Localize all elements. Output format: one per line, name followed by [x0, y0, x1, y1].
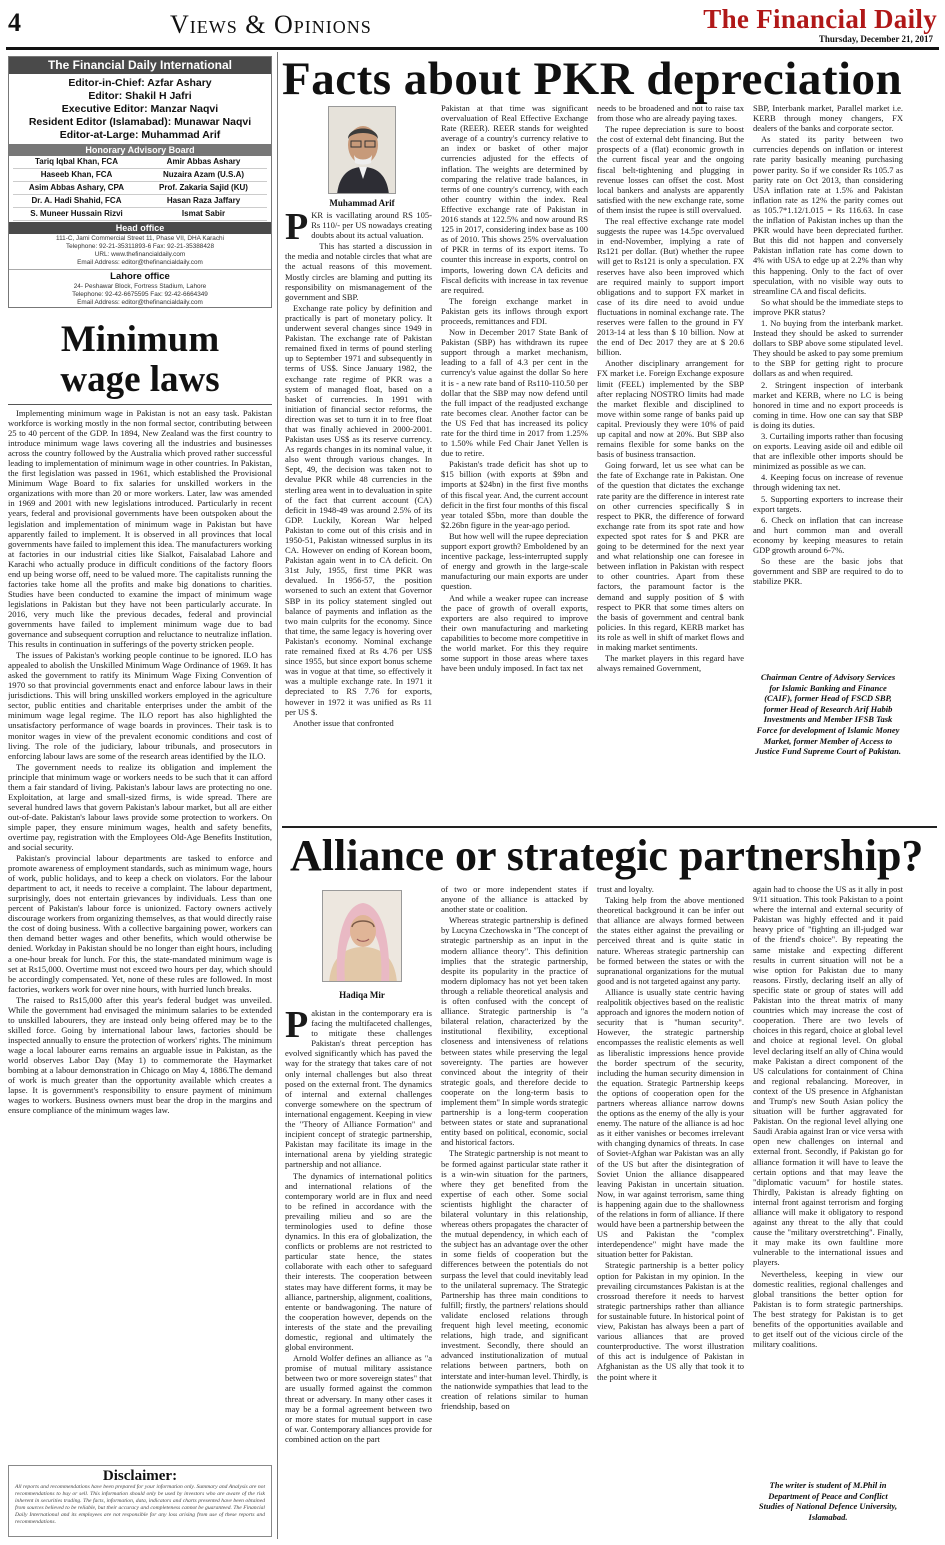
masthead-box — [8, 56, 272, 308]
man-portrait-icon — [329, 107, 396, 194]
section-title: Views & Opinions — [170, 10, 372, 39]
header-rule — [6, 47, 939, 50]
article2-column4 — [753, 884, 903, 1469]
paragraph: The raised to Rs15,000 after this year's federal budget was unveiled. While the government had envisaged the minimum salaries to be extended to unskilled labourers, they are instead only being offered may be to the skilled force. Going by international labour laws, factories should be inspected annually to ensure the protection of workers' rights. The minimum wage a local labourer earns remains an arguable issue in Pakistan, as the world observes Labor Day (May 1) to commemorate the Haymarket bombing at a labour demonstration in Chicago on May 4, 1886.The demand of work is much greater than the opportunity available which creates a lapse. It is government's responsibility to ensure payment of minimum wages to workers. Business owners must bear the drop in the margins and ensure compliance of the minimum wages law. — [8, 994, 272, 1116]
paragraph: Now in December 2017 State Bank of Pakistan (SBP) has withdrawn its rupee support through a market mechanism, leading to a fall of 4.3 per cent in the currency's value against the dollar So here it is - a new rate band of Rs110-110.50 per dollar that the SBP may now defend until the full impact of the readjusted exchange rate becomes clear. Another factor can be the US Fed that has increased its policy rate for the third time in 2017 from 1.25% to 1.50% while Fed Chair Janet Yellen is due to retire. — [441, 327, 588, 459]
article2-headline: Alliance or strategic partnership? — [290, 831, 924, 880]
paragraph: Another issue that confronted — [293, 717, 394, 728]
advisory-board-title: Honorary Advisory Board — [9, 144, 271, 156]
paragraph: 5. Supporting exporters to increase their export targets. — [753, 493, 903, 514]
author-photo — [322, 890, 402, 982]
paragraph: But how well will the rupee depreciation support export growth? Emboldened by an incentive package, less-interrupted supply of energy and growth in the large-scale manufacturing our main exports are under question. — [441, 530, 588, 592]
article1-column4 — [753, 103, 903, 653]
lahore-office-title: Lahore office — [9, 269, 271, 283]
board-member: Tariq Iqbal Khan, FCA — [13, 156, 140, 169]
lahore-office-address: 24- Peshawar Block, Fortress Stadium, Lahore — [73, 283, 207, 290]
paragraph: Another disciplinary arrangement for FX market i.e. Foreign Exchange exposure limit (FEEL) implemented by the SBP after replacing NOSTRO limits had made the market flexible and disciplined to move within some range of banks paid up capital. Previously they were 10% of paid up capital and now at 20%. But SBP also remains flexible for some banks on the basis of business transaction. — [597, 358, 744, 460]
paragraph: KR is vacillating around RS 105-Rs 110/- per US nowadays creating doubts about its actual valuation. — [311, 210, 432, 241]
author-bio: Chairman Centre of Advisory Services for Islamic Banking and Finance (CAIF), former Head of FSCD SBP, former Head of Research Arif Habib Investments and Member IFSB Task Force for development of Islamic Money Market, former Member of Access to Justice Fund Supreme Court of Pakistan. — [755, 672, 901, 757]
editorial-body — [8, 408, 272, 1460]
page-number: 4 — [8, 8, 21, 37]
paragraph: The government needs to realize its obligation and implement the principle that minimum wage or workers needs to be such that it can afford them a fair standard of living. Pakistan's labour laws are protecting no one. Exploitation, at large and small-sized firms, is wide spread. There are several hundred laws that govern Pakistan's labour market, but all are either out-of-date. Pakistan's labour laws provide some protection to workers. On simple paper, they ensure minimum wages, health and safety benefits, overtime pay, registration with the Employees Old-Age Benefits Institution, and social security. — [8, 761, 272, 853]
paragraph: 1. No buying from the interbank market. Instead they should be asked to surrender dollars to SBP above some stipulated level. They should be asked to pay some premium to the SBP for getting right to procure dollars as and when required. — [753, 317, 903, 379]
disclaimer-title: Disclaimer: — [102, 1468, 178, 1484]
board-member: Dr. A. Hadi Shahid, FCA — [13, 195, 140, 208]
paragraph: of two or more independent states if anyone of the alliance is attacked by another state or coalition. — [441, 884, 588, 915]
board-member: Nuzaira Azam (U.S.A) — [140, 169, 267, 182]
paragraph: Pakistan's trade deficit has shot up to $15 billion (with exports at $9bn and imports at $24bn) in the first five months of this fiscal year. And, the current account deficit in the first four months of this fiscal year totaled $5bn, more than double the $2.26bn figure in the year-ago period. — [441, 459, 588, 530]
paragraph: This has started a discussion in the media and notable circles that what are the actual reasons of this movement. Mostly circles are blaming and putting its responsibility on mismanagement of the government and SBP. — [285, 241, 432, 302]
editorial-rule — [8, 404, 272, 405]
paragraph: 6. Check on inflation that can increase and hurt common man and overall economy by keeping measures to retain GDP growth around 6-7%. — [753, 514, 903, 556]
board-member: Hasan Raza Jaffary — [140, 195, 267, 208]
paragraph: Strategic partnership is a better policy option for Pakistan in my opinion. In the prevailing circumstances Pakistan is at the crossroad therefore it needs to harvest strategic partnerships rather than alliance for sustainable future. In historical point of view, Pakistan has always been a part of various alliances that are proved counterproductive. The worst illustration of this act is indulgence of Pakistan in Afghanistan as the US ally that took it to the point where it — [597, 1260, 744, 1382]
column-divider — [277, 52, 278, 1539]
author-name: Muhammad Arif — [329, 198, 395, 208]
editorial-headline — [8, 320, 272, 400]
paragraph: Whereas strategic partnership is defined by Lucyna Czechowska in "The concept of strategic partnership as an input in the modern alliance theory". This definition implies that the strategic partnership, despite its popularity in the practice of modern diplomacy has not yet been taken through a reliable theoretical analysis and is often confused with the concept of alliance. Strategic partnership is "a bilateral relation, characterized by the institutional flexibility, exceptional closeness and intensiveness of relations between states while preserving the legal sovereignty. The parties are however convinced about the integrity of their strategic goals, and therefore decide to cooperate on the long-term basis to implement them" In simple words strategic partnership is a long-term cooperation between states or state and supranational entity based on political, economic, social and historical factors. — [441, 915, 588, 1148]
paragraph: The real effective exchange rate model suggests the rupee was 14.5pc overvalued in end-November, implying a rate of Rs121 per dollar. (But) whether the rupee will get to Rs121 is only a speculation. FX reserves have also been improved which are required mainly to support import obligations and to support FX market in case of its dire need to avoid undue fluctuations in nominal exchange rate. The reserves were fallen to the ground in FY 2013-14 at less than $ 10 billion. Now at the end of Dec 2017 they are at $ 20.6 billion. — [597, 216, 744, 358]
paragraph: The dynamics of international politics and international relations of the contemporary world are in flux and need to be refined in accordance with the prevailing milieu and so are the terminologies used to define those dynamics. In this era of globalization, the conflicts or problems are not restricted to particular state hence, the states collaborate with each other to safeguard their interests. The cooperation between states may have different forms, it may be alliance, partnership, alignment, coalitions, entente or bandwagoning. The nature of the cooperation however, depends on the interests of the state and the prevailing domestic, regional and ultimately the global environment. — [285, 1170, 432, 1353]
paragraph: 3. Curtailing imports rather than focusing on exports. Leaving aside oil and edible oil that are inflexible other imports should be minimized as possible as we can. — [753, 431, 903, 472]
article2-column2 — [441, 884, 588, 1538]
author-photo — [328, 106, 396, 194]
paragraph: The rupee depreciation is sure to boost the cost of external debt financing. But the prospects of a (flat) economic growth in the current fiscal year and the ongoing fiscal belt-tightening and plugging in revenue losses can offset the cost. Most local bankers and analysts are apparently satisfied with the new exchange rate, some of them insist the rupee is still overvalued. — [597, 124, 744, 215]
executive-editor: Executive Editor: Manzar Naqvi — [61, 103, 219, 115]
paragraph: 4. Keeping focus on increase of revenue through widening tax net. — [753, 472, 903, 493]
paragraph: Implementing minimum wage in Pakistan is not an easy task. Pakistan workforce is working mostly in the non formal sector, contributing between 25 to 40 percent of the GDP. In 1894, New Zealand was the first country to introduce minimum wage laws covering all the industries and businesses across the country followed by the Australia which proved rather successful leading to implementation of minimum wage in other countries. In Pakistan, the first legislation was passed in 1961, which established the Provisional Minimum Wage Board to fix salaries for unskilled workers in the organizations with more than 20 or more workers. Later, law was amended in 1969 and 2001 with new legislations introduced. Particularly in recent years, federal and provisional governments have been outspoken about the legislation and implementation of minimum wage in Pakistan but have apparently failed to implement. It is observed in all provinces that local governments have failed to implement this idea. The manufacturers working at factories in our industrial cities like Sialkot, Faisalabad Lahore and Karachi who actually produce in difficult conditions of the factory floors end up being worse off, need to be valued more. The capitalists running the factories take home all the profits and make big donations to charities. Studies have been conducted to examine the impact of minimum wage legislations in Pakistan but they have not been particularly accurate. In 2016, very much like the previous decades, federal and provincial governments have failed to implement minimum wage due to bad governance and subsequent corruption and reluctance to neutralize inflation. This results in continuation in sufferings of the poverty stricken people. — [8, 408, 272, 650]
head-office-address: 111-C, Jami Commercial Street 11, Phase VII, DHA Karachi — [56, 235, 224, 242]
editorial-headline-line2: wage laws — [60, 359, 220, 400]
editorial-headline-line1: Minimum — [60, 319, 220, 360]
article1-column3 — [597, 103, 744, 823]
board-member: Haseeb Khan, FCA — [13, 169, 140, 182]
paragraph: SBP, Interbank market, Parallel market i.e. KERB through money changers, FX dealers of the banks and corporate sector. — [753, 103, 903, 134]
editor-in-chief: Editor-in-Chief: Azfar Ashary — [68, 77, 212, 89]
paragraph: Pakistan's provincial labour departments are tasked to enforce and promote awareness of employment standards, such as minimum wage, hours of work, public holidays, and to keep a check on violators. For the labour department to act, it needs to receive a complaint. The labour department, surprisingly, does not entertain grievances by individuals. Less than one percent of Pakistan's labour force is unionized. Factory owners actively discourage workers from organizing themselves, as that would directly raise the cost of doing business. With a collective bargaining power, workers can then demand better wages and other benefits, which would otherwise be denied. Workday in Pakistan should be no longer than eight hours, including a one-hour break for lunch. For this, the state-mandated minimum wage is set at Rs15,000. Overtime must not exceed two hours per day, which should be accordingly compensated. Yet, none of these rules are followed. In most factories, workers work for over nine hours, with hurried lunch breaks. — [8, 853, 272, 994]
paragraph: The foreign exchange market in Pakistan gets its inflows through export proceeds, remittances and FDI. — [441, 295, 588, 326]
article2-column3 — [597, 884, 744, 1538]
paragraph: needs to be broadened and not to raise tax from those who are already paying taxes. — [597, 103, 744, 124]
article1-column1 — [285, 210, 432, 822]
paragraph: Going forward, let us see what can be the fate of Exchange rate in Pakistan. One of the question that dictates the exchange rate parity are the difference in interest rate on other currencies specifically $ in respect to PKR, the difference of forward exchange rate from its spot rate and how expected spot rates for $ and PKR are going to be determined for the next year and what relationship one can foresee in between inflation in Pakistan with respect to other countries. Apart from these factors, the paramount factor is the demand and supply position of $ with respect to PKR that some times alters on the basis of government and central bank policies. In this regard, KERB market has its role as well in shift of market flows and in making market sentiments. — [597, 460, 744, 652]
author-bio: The writer is student of M.Phil in Department of Peace and Conflict Studies of National Defence University, Islamabad. — [758, 1480, 898, 1522]
paragraph: again had to choose the US as it ally in post 9/11 situation. This took Pakistan to a point where the internal and external security of Pakistan was highly effected and it paid heavy price of "fighting an ill-judged war of the friend's choice". By repeating the same mistake and expecting different results in current situation will not be a wise option for Pakistan due to many reasons. Firstly, declaring itself an ally of specific state or group of states will add Pakistan into the threat matrix of many countries which may increase the cost of cooperation. There are two levels of choices in this regard, choice at global level and choice at regional level. On global level declaring itself an ally of China would make Pakistan a direct component of the US calculations for containment of China and regional rebalancing. Moreover, in context of the US presence in Afghanistan and Trump's new South Asian policy the situation will be further aggravated for Pakistan. On the regional level allying one Saudi Arabia against Iran or vice versa with open new challenges on internal and external front. Secondly, if Pakistan go for alliance formation it will have to leave the certain options and that may leave the "diplomatic vacuum" for hostile states. Thirdly, Pakistan is already fighting on internal front against terrorism and forging alliance will make it obligatory to respond against any threat to the ally that could cause the "military overstretching". Finally, it may make its own faultline more vulnerable to the international issues and players. — [753, 884, 903, 1268]
advisory-board-list — [9, 156, 271, 221]
paragraph: The issues of Pakistan's working people continue to be ignored. ILO has appealed to abolish the Unskilled Minimum Wage Ordinance of 1969. It has asked the government to ratify its Minimum Wage Fixing Convention of 1970 so that provincial governments enact and enforce labour laws in their jurisdictions. This will bring unskilled workers employed in the agriculture sector, public entities and charitable enterprises under the ambit of the minimum wage legal regime. The ILO report has also highlighted the unsatisfactory performance of wage boards in provinces. Their task is to monitor wages in view of the prevalent economic conditions and cost of living. The role of the judiciary, labour tribunals, and prosecutors in enforcing labour laws are some of the research areas identified by the ILO. — [8, 650, 272, 761]
paragraph: 2. Stringent inspection of interbank market and KERB, where no LC is being honored in time and no export proceeds is coming in time. How one can say that SBP is doing its duties. — [753, 379, 903, 430]
editor: Editor: Shakil H Jafri — [88, 90, 192, 102]
paragraph: Nevertheless, keeping in view our domestic realities, regional challenges and global transitions the better option for Pakistan is to form strategic partnerships. The best strategy for Pakistan is to get benefits of the opportunities available and to get itself out of the vicious circle of the military coalitions. — [753, 1268, 903, 1350]
paragraph: The market players in this regard have always remained Government, — [597, 653, 744, 674]
paragraph: Alliance is usually state centric having realpolitik objectives based on the realistic approach and ignores the modern notion of security that is "human security". However, the strategic partnership encompasses the realistic elements as well as liberalistic impressions hence provide the border spectrum of the security, including the human security dimension in the equation. Strategic Partnership keeps the options of cooperation open for the partners whereas alliance narrow downs the options as the enemy of the ally is your enemy. The nature of the alliance is ad hoc as it either vanishes or becomes irrelevant with changing dynamics of threats. In case of Soviet-Afghan war Pakistan was an ally of the US but after the disintegration of Soviet Union the alliance disappeared leaving Pakistan in uncertain situation. Now, in war against terrorism, same thing is happening again due to the shallowness of the relations in form of alliance. If there would have been a partnership between the US and Pakistan the "complex interdependence" might have made the situation better for Pakistan. — [597, 986, 744, 1260]
paragraph: So what should be the immediate steps to improve PKR status? — [753, 296, 903, 317]
article-separator — [282, 826, 937, 828]
head-office-phone: Telephone: 92-21-35311893-6 Fax: 92-21-35388428 — [65, 243, 215, 250]
paragraph: akistan in the contemporary era is facing the multifaceted challenges, to mitigate these challenges Pakistan's threat perception has evolved significantly which has paved the way for the strategy that takes care of not only internal challenges but also threat posed on the external front. The dynamics of internal and external challenges converge somewhere on the spectrum of international engagement. Keeping in view the "Theory of Alliance Formation" and incipient concept of strategic partnership, Pakistan may facilitate its image in the international arena by yielding strategic partnership and not alliance. — [285, 1008, 432, 1170]
issue-date: Thursday, December 21, 2017 — [818, 34, 933, 44]
board-member: Asim Abbas Ashary, CPA — [13, 182, 140, 195]
masthead-title: The Financial Daily International — [9, 57, 271, 74]
paragraph: So these are the basic jobs that government and SBP are required to do to stabilize PKR. — [753, 556, 903, 587]
article2-column1 — [285, 1008, 432, 1538]
editor-at-large: Editor-at-Large: Muhammad Arif — [59, 129, 221, 141]
paragraph: As stated its parity between two currencies depends on inflation or interest rate parity basically meaning purchasing power parity. So if we consider Rs 105.7 as parity rate on Oct 2013, than considering USA inflation rate at 1.5% and Pakistan inflation rate as 12% the parity comes out as 105.7*1.12/1.015 = Rs 116.63. In case the inflation of Pakistan inches up than the PKR would have been depreciated further. But this did not happen and conversely Pakistan inflation rate has come down to 4% with USA to edge up at 2.2% than why this happening. Only to the fact of over speculation, with no visible way outs to streamline CA and fiscal deficits. — [753, 134, 903, 296]
head-office-email: Email Address: editor@thefinancialdaily.com — [77, 259, 203, 266]
resident-editor: Resident Editor (Islamabad): Munawar Naqvi — [28, 116, 252, 128]
paragraph: The Strategic partnership is not meant to be formed against particular state rather it is a win-win situation for the partners, where they get benefited from the expertise of each other. Some social scientists highlight the character of bilateral voluntary in this relationship, whereas others propagates the character of the mutual dependency, in which each of the subject has an advantage over the other in some fields of cooperation but the differences between the potentials do not surpass the level that could inevitably lead to the unilateral supremacy. The Strategic Partnership has three main conditions to fulfill; firstly, the partners' relations should validate enclosed relations through frequent high level meeting, economic relations, high trade, and significant investment. Secondly, there should an advanced institutionalization of mutual relations between partners, both on interstate and inter-human level. Thirdly, is the nationwide sympathies that lead to the creation of relations similar to human friendship, based on — [441, 1148, 588, 1411]
board-member: S. Muneer Hussain Rizvi — [13, 208, 140, 221]
head-office-url: URL: www.thefinancialdaily.com — [94, 251, 186, 258]
board-member: Ismat Sabir — [140, 208, 267, 221]
board-member: Amir Abbas Ashary — [140, 156, 267, 169]
paragraph: Taking help from the above mentioned theoretical background it can be infer out that alliance are always formed between the states either against the prevailing or perceived threat and is quite static in nature. Whereas strategic partnership can be formed between the states or with the supranational organizations for the mutual good and is not targeted against any party. — [597, 895, 744, 986]
board-member: Prof. Zakaria Sajid (KU) — [140, 182, 267, 195]
lahore-office-phone: Telephone: 92-42-6675595 Fax: 92-42-6664349 — [72, 291, 208, 298]
paragraph: And while a weaker rupee can increase the pace of growth of overall exports, exporters are also required to improve their own manufacturing and marketing capabilities to become more competitive in the world market. For this they require some support in those areas where taxes have been unduly imposed. In fact tax net — [441, 592, 588, 674]
dropcap: P — [285, 210, 309, 248]
dropcap: P — [285, 1008, 309, 1046]
woman-portrait-icon — [323, 891, 402, 982]
lahore-office-email: Email Address: editor@thefinancialdaily.com — [77, 299, 203, 306]
disclaimer-text: All reports and recommendations have been prepared for your information only. Summary and Analysis are not recommendations to buy or sell. This information should only be used by investors who are aware of the risk inherent in securities trading. The facts, information, data, indicators and charts presented have been obtained from sources believed to be reliable, but their accuracy and completeness cannot be guaranteed. The Financial Daily International and its employees are not responsible for any loss arising from use of these reports and recommendations. — [15, 1484, 265, 1525]
paragraph: Arnold Wolfer defines an alliance as "a promise of mutual military assistance between two or more sovereign states" that are usually formed against the common threat or adversary. In many other cases it may be a formal agreement between two or more states for mutual support in case of war. Contemporary alliances provide for combined action on the part — [285, 1353, 432, 1444]
article1-headline: Facts about PKR depreciation — [282, 53, 903, 105]
paragraph: Exchange rate policy by definition and practically is part of monetary policy. It underwent several changes since 1949 in Pakistan. The exchange rate of Pakistan remained fixed in terms of pound sterling up to September 1971 and subsequently in terms of US$. Since January 1982, the exchange rate regime of PKR was a system of managed float, based on a basket of currencies. In 1991 with initiation of financial sector reforms, the direction was set to turn it in to free float that was finally achieved in 2000-2001. Pakistan uses US$ as its reserve currency. As regards changes in its nominal value, it also went through various changes. In Sept, 49, the decision was taken not to devalue PKR while 48 currencies in the sterling area went in to devaluation in spite of the fact that current account (CA) deficit in 1948-49 was around 2.5% of its GDP. Luckily, Korean War helped Pakistan to come out of this crisis and in 1950-51, Pakistan witnessed surplus in its CA. However on ending of Korean boom, Pakistan again went in to CA deficit. On 31st July, 1955, first time PKR was devalued. In 1956-57, the position worsened to such an extent that Governor SBP in its policy statement singled out balance of payments and inflation as the two main culprits for the economy. Since that time, the same legacy is hovering over Pakistan's economy. Nominal exchange rate remained fixed at Rs 4.76 per US$ since 1955, but since export bonus scheme was in vogue at that time, so effectively it was a multiple exchange rate. In 1971 it depreciated to RS 7.76 for exports, however in 1972 it was unified as Rs 11 per US $. — [285, 302, 432, 717]
paragraph: Pakistan at that time was significant overvaluation of Real Effective Exchange Rate (REER). REER stands for weighted average of a country's currency relative to an index or basket of other major currencies adjusted for the effects of inflation. The weights are determined by comparing the relative trade balances, in terms of one country's currency, with each other country within the index. Real Effective exchange rate of Pakistan in 2016 stands at 122.5% and now around RS 125 in 2017, considering index base as 100 as of 2010. This shows 25% overvaluation of PKR in terms of its export items. To counter this increase in exports, control on imports, lowering down CA deficits and Fiscal deficits with increase in tax revenue are required. — [441, 103, 588, 295]
head-office-title: Head office — [9, 222, 271, 234]
disclaimer-box — [8, 1465, 272, 1537]
newspaper-name: The Financial Daily — [703, 4, 937, 34]
paragraph: trust and loyalty. — [597, 884, 654, 894]
author-name: Hadiqa Mir — [339, 990, 385, 1000]
article1-column2 — [441, 103, 588, 823]
